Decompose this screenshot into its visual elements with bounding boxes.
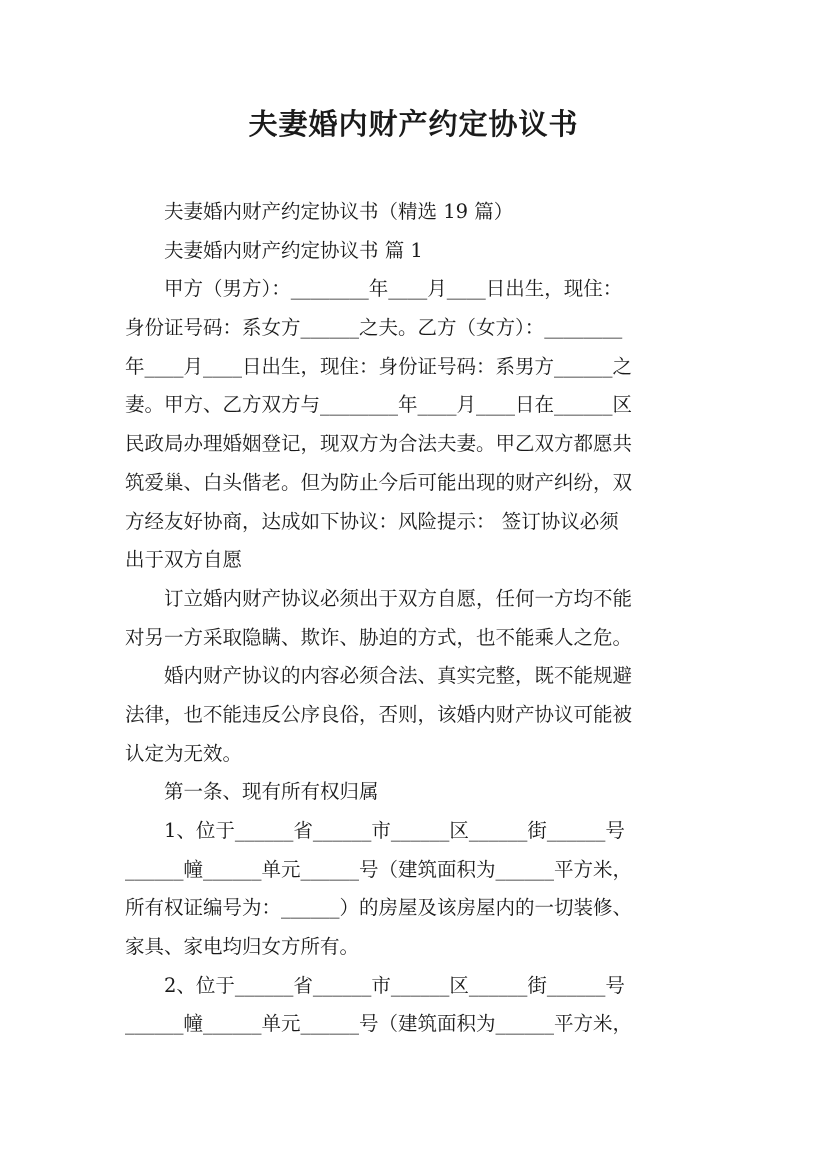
text-line: 对另一方采取隐瞒、欺诈、胁迫的方式，也不能乘人之危。 xyxy=(125,625,633,649)
text-line: ______幢______单元______号（建筑面积为______平方米， xyxy=(125,1012,633,1036)
text-line: 认定为无效。 xyxy=(125,741,243,765)
text-line: 家具、家电均归女方所有。 xyxy=(125,935,360,959)
text-line: 婚内财产协议的内容必须合法、真实完整，既不能规避 xyxy=(125,664,633,688)
text-line: 方经友好协商，达成如下协议：风险提示： 签订协议必须 xyxy=(125,509,619,533)
text-line: 甲方（男方）：________年____月____日出生，现住： xyxy=(125,277,623,301)
document-title: 夫妻婚内财产约定协议书 xyxy=(248,107,579,141)
text-line: 身份证号码：系女方______之夫。乙方（女方）：________ xyxy=(125,316,623,340)
text-line: 夫妻婚内财产约定协议书 篇 1 xyxy=(125,238,423,262)
text-line: 所有权证编号为：______）的房屋及该房屋内的一切装修、 xyxy=(125,896,633,920)
text-line: ______幢______单元______号（建筑面积为______平方米， xyxy=(125,857,633,881)
text-line: 订立婚内财产协议必须出于双方自愿，任何一方均不能 xyxy=(125,586,633,610)
text-line: 2、位于______省______市______区______街______号 xyxy=(125,973,625,997)
text-line: 夫妻婚内财产约定协议书（精选 19 篇） xyxy=(125,200,514,223)
text-line: 民政局办理婚姻登记，现双方为合法夫妻。甲乙双方都愿共 xyxy=(125,432,633,456)
text-line: 年____月____日出生，现住：身份证号码：系男方______之 xyxy=(125,354,633,378)
text-line: 妻。甲方、乙方双方与________年____月____日在______区 xyxy=(125,393,633,417)
document-body xyxy=(125,193,705,1044)
text-line: 法律，也不能违反公序良俗，否则，该婚内财产协议可能被 xyxy=(125,702,633,726)
text-line: 1、位于______省______市______区______街______号 xyxy=(125,819,625,842)
text-line: 第一条、现有所有权归属 xyxy=(125,780,379,804)
text-line: 筑爱巢、白头偕老。但为防止今后可能出现的财产纠纷，双 xyxy=(125,470,633,494)
text-line: 出于双方自愿 xyxy=(125,548,243,572)
